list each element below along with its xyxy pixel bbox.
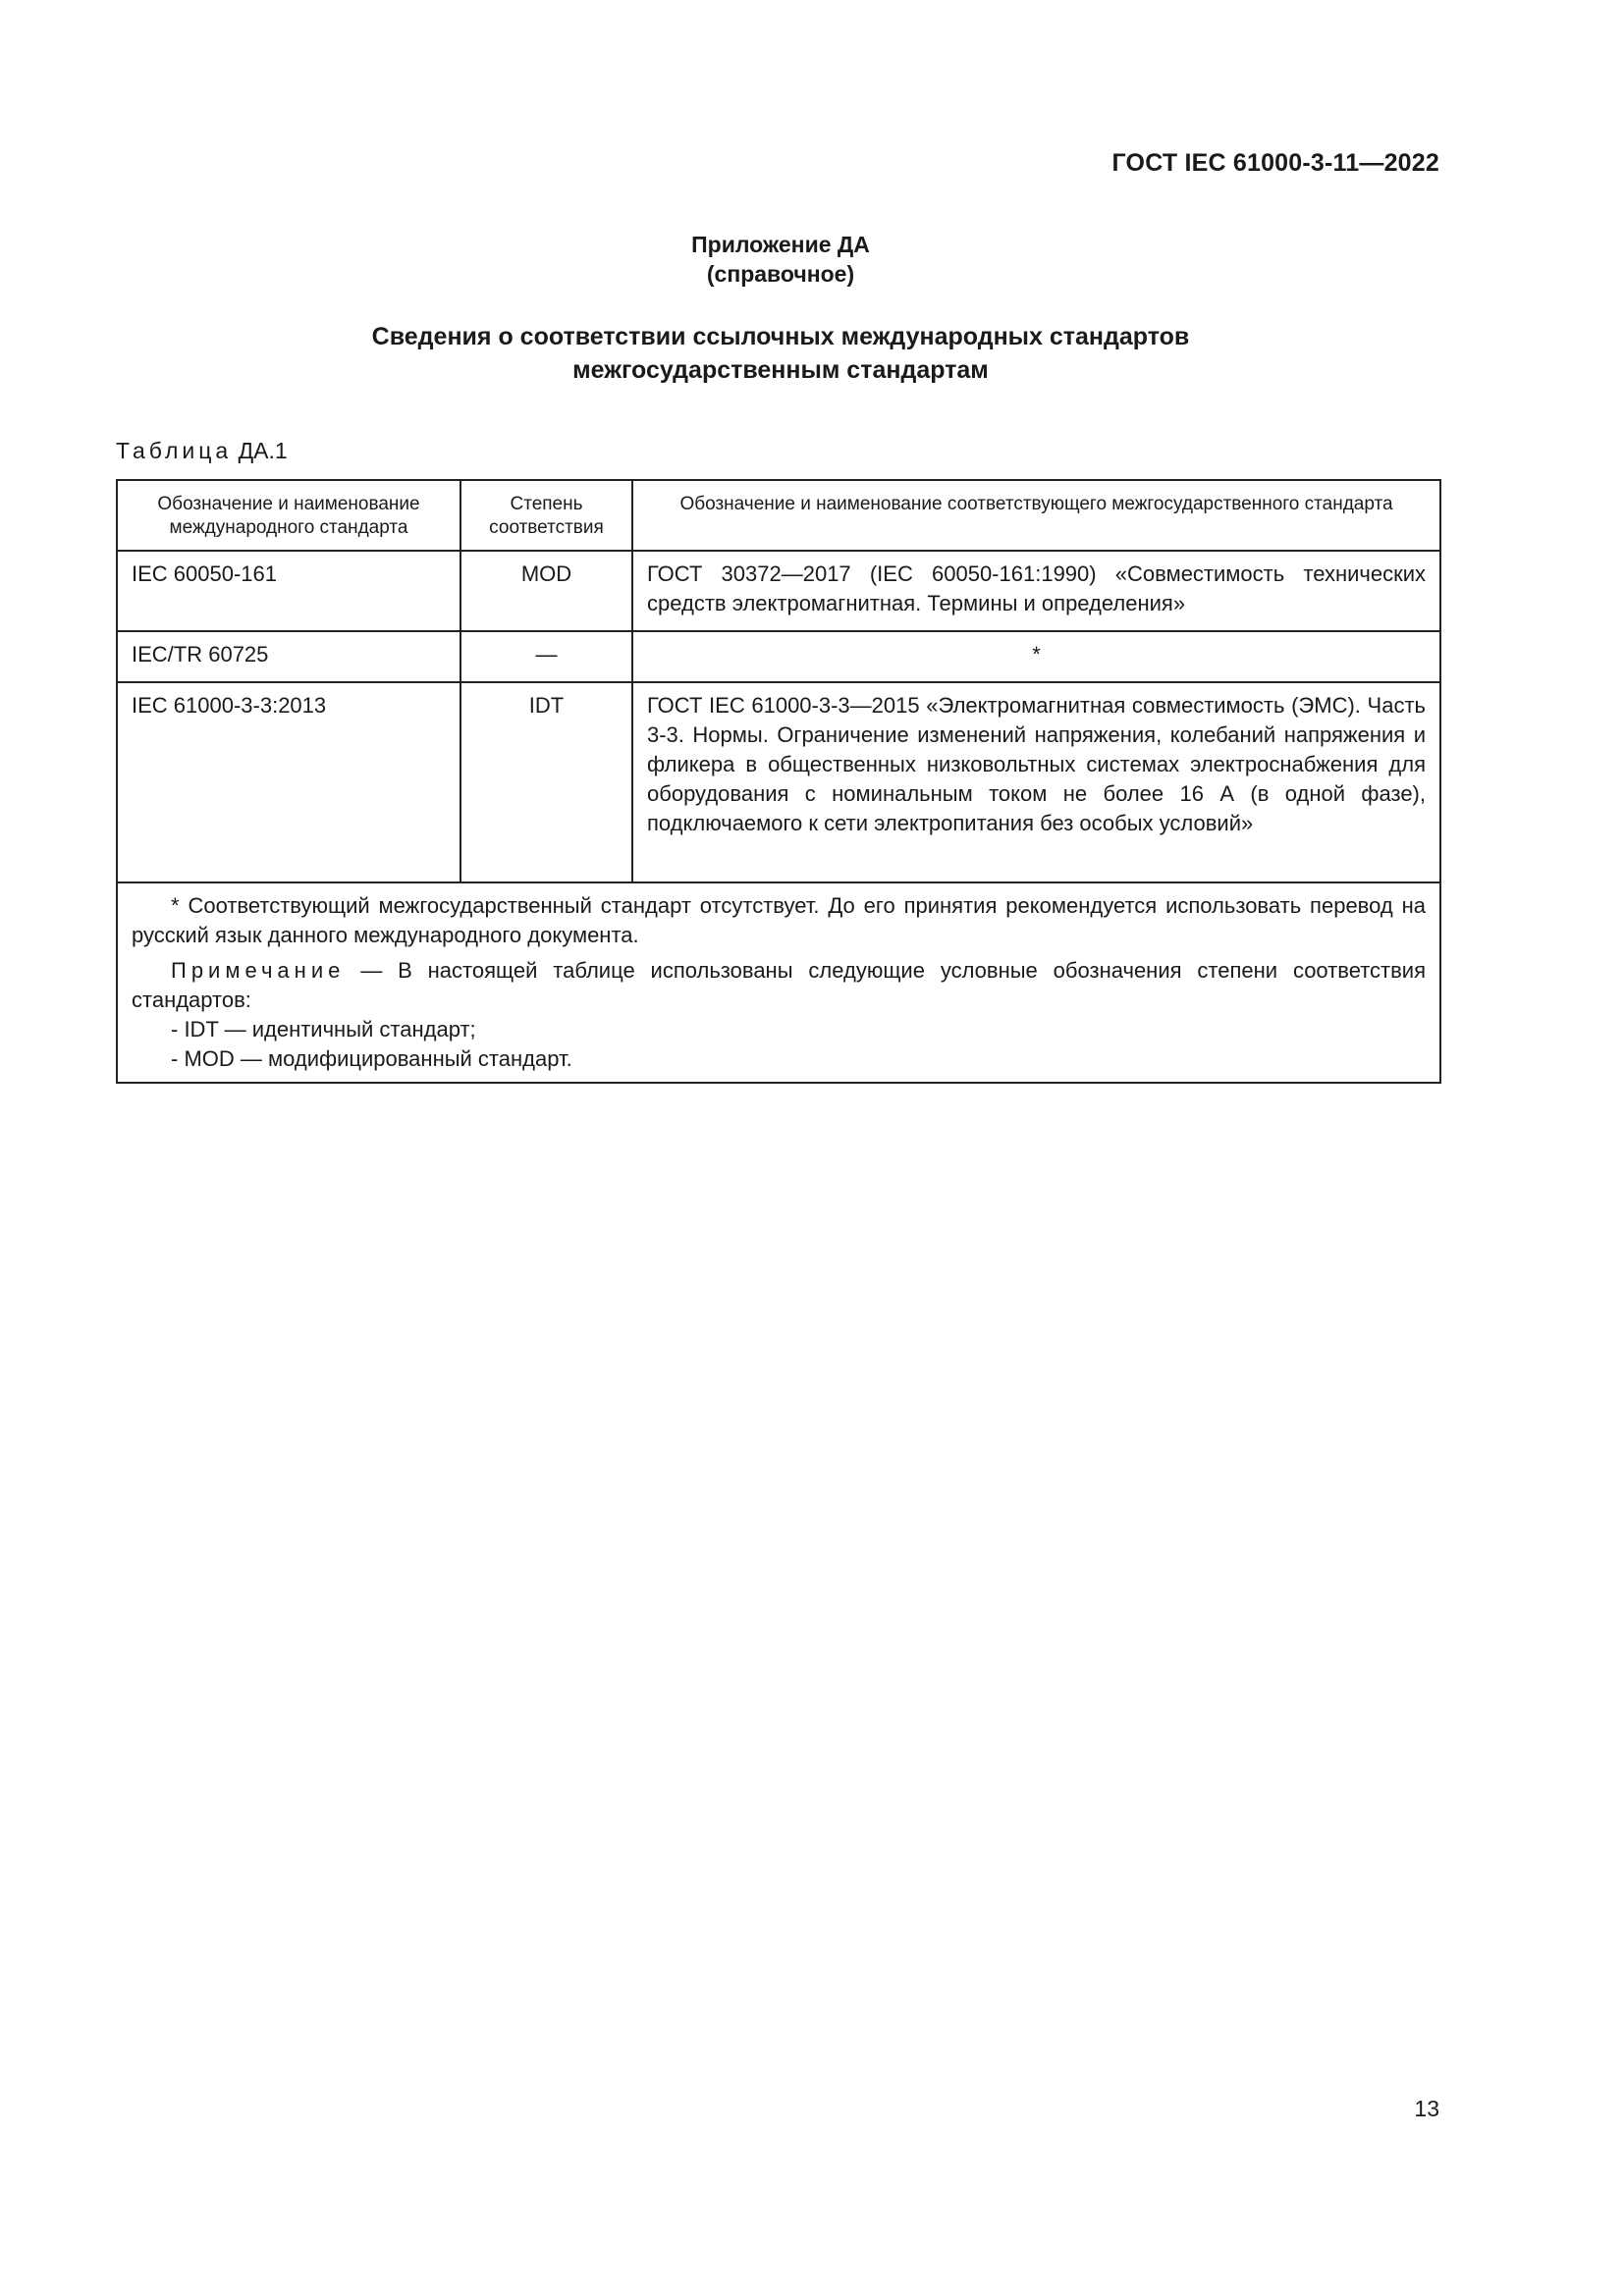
table-row — [117, 682, 1440, 882]
cell-international-standard: IEC 60050-161 — [117, 551, 460, 631]
footnote: * Соответствующий межгосударственный стандарт отсутствует. До его принятия рекомендуется использовать перевод на русский язык данного международного документа. — [132, 893, 1426, 947]
cell-degree: IDT — [460, 682, 632, 882]
table-footer-row — [117, 882, 1440, 1083]
annex-title-line-1: Сведения о соответствии ссылочных международных стандартов — [371, 323, 1190, 350]
correspondence-table — [116, 479, 1441, 1084]
annex-heading — [0, 230, 1561, 289]
column-header-international: Обозначение и наименование международного стандарта — [117, 480, 460, 551]
cell-national-standard: * — [632, 631, 1440, 682]
column-header-degree: Степень соответствия — [460, 480, 632, 551]
table-caption-number: ДА.1 — [238, 438, 288, 463]
table-caption-word: Таблица — [116, 438, 233, 463]
annex-title-line-2: межгосударственным стандартам — [572, 356, 989, 384]
table-row — [117, 631, 1440, 682]
cell-degree: MOD — [460, 551, 632, 631]
table-caption — [116, 438, 288, 464]
cell-degree: — — [460, 631, 632, 682]
note-lead: Примечание — [171, 958, 346, 983]
note-item-mod: - MOD — модифицированный стандарт. — [171, 1046, 572, 1071]
note — [132, 956, 1426, 1015]
cell-national-standard: ГОСТ IEC 61000-3-3—2015 «Электромагнитная совместимость (ЭМС). Часть 3-3. Нормы. Ограничение изменений напряжения, колебаний напряжения и фликера в общественных низковольтных системах электроснабжения для оборудования с номинальным током не более 16 А (в одной фазе), подключаемого к сети электропитания без особых условий» — [632, 682, 1440, 882]
cell-international-standard: IEC 61000-3-3:2013 — [117, 682, 460, 882]
note-item-idt: - IDT — идентичный стандарт; — [171, 1017, 476, 1041]
annex-title — [0, 320, 1561, 387]
cell-international-standard: IEC/TR 60725 — [117, 631, 460, 682]
cell-national-standard: ГОСТ 30372—2017 (IEC 60050-161:1990) «Совместимость технических средств электромагнитная. Термины и определения» — [632, 551, 1440, 631]
table-row — [117, 551, 1440, 631]
page-number: 13 — [1414, 2096, 1439, 2121]
annex-kind: (справочное) — [706, 261, 855, 287]
table-footer — [117, 882, 1440, 1083]
column-header-national: Обозначение и наименование соответствующего межгосударственного стандарта — [632, 480, 1440, 551]
note-text: — В настоящей таблице использованы следующие условные обозначения степени соответствия стандартов: — [132, 958, 1426, 1012]
document-id: ГОСТ IEC 61000-3-11—2022 — [1111, 149, 1439, 177]
annex-label: Приложение ДА — [691, 232, 870, 257]
table-header-row — [117, 480, 1440, 551]
